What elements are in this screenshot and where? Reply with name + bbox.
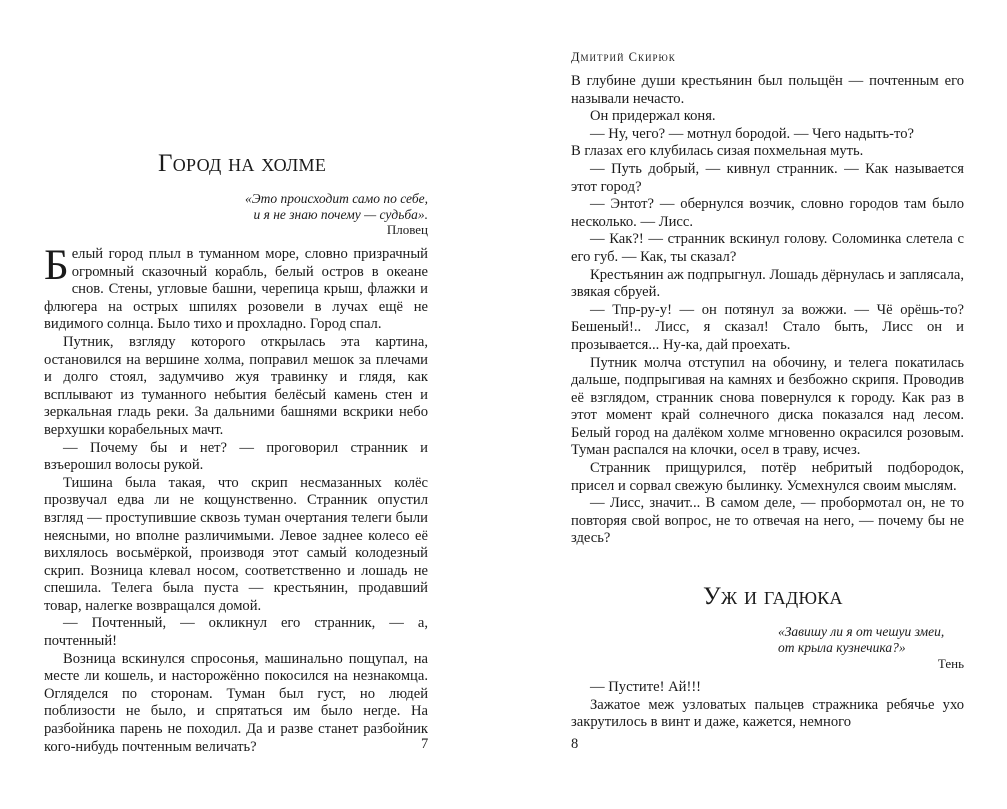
paragraph: Белый город плыл в туманном море, словно призрачный огромный сказочный корабль, белый остров в океане снов. Стены, угловые башни, черепица крыш, флажки и флюгера на острых шпилях розовели в лучах ещё не видимого солнца. Было тихо и прохладно. Город спал. [44, 242, 428, 333]
paragraph: — Пустите! Ай!!! [590, 679, 702, 695]
page-number: 7 [421, 736, 429, 752]
epigraph-line: «Это происходит само по себе, [244, 191, 428, 206]
page-number: 8 [571, 736, 579, 752]
paragraph: — Почтенный, — окликнул его странник, — а, почтенный! [44, 615, 428, 650]
chapter-title: Город на холме [158, 150, 327, 177]
paragraph: Он придержал коня. [590, 108, 716, 125]
chapter-title: Уж и гадюка [703, 583, 843, 610]
paragraph: — Как?! — странник вскинул голову. Соломинка слетела с его губ. — Как, ты сказал? [571, 231, 964, 265]
paragraph: — Ну, чего? — мотнул бородой. — Чего надыть-то? [590, 125, 914, 142]
paragraph: Крестьянин аж подпрыгнул. Лошадь дёрнулась и заплясала, звякая сбруей. [571, 266, 964, 301]
paragraph: Странник прищурился, потёр небритый подбородок, присел и сорвал свежую былинку. Усмехнулся своим мыслям. [571, 460, 964, 494]
paragraph: — Энтот? — обернулся возчик, словно городов там было несколько. — Лисс. [571, 196, 964, 230]
epigraph-author: Пловец [386, 222, 428, 237]
body-text [44, 242, 428, 756]
epigraph-line: «Завишу ли я от чешуи змеи, [778, 624, 945, 639]
paragraph: Путник молча отступил на обочину, и телега покатилась дальше, подпрыгивая на камнях и безбожно скрипя. Проводив её взглядом, странник снова повернулся к городу. Как раз в этот момент край солнечного диска показался над лесом. Белый город на далёком холме мгновенно окрасился розовым. Туман распался на клочки, осел в траву, исчез. [571, 354, 964, 459]
body-text [571, 73, 964, 548]
paragraph: Путник, взгляду которого открылась эта картина, остановился на вершине холма, поправил мешок за плечами и долго стоял, задумчиво жуя травинку и глядя, как всплывают из туманного небытия белёсый камень стен и зеркальная гладь реки. За дальними башнями вскрики небо верхушки корабельных мачт. [44, 333, 428, 438]
left-page [0, 0, 503, 809]
paragraph: — Лисс, значит... В самом деле, — пробормотал он, не то повторяя свой вопрос, не то отвечая на него, — почему бы не здесь? [571, 495, 964, 547]
running-head: Дмитрий Скирюк [571, 50, 676, 64]
body-text [571, 679, 964, 732]
epigraph-line: и я не знаю почему — судьба». [253, 206, 428, 222]
paragraph: — Тпр-ру-у! — он потянул за вожжи. — Чё орёшь-то? Бешеный!.. Лисс, я сказал! Стало быть, Лисс он и прозывается... Ну-ка, дай проехать. [571, 301, 964, 353]
paragraph: Возница вскинулся спросонья, машинально пощупал, на месте ли кошель, и насторожённо покосился на незнакомца. Огляделся по сторонам. Туман был густ, но людей поблизости не было, и спрятаться им было негде. На разбойника парень не походил. Да и разве станет разбойник кого-нибудь почтенным величать? [44, 650, 428, 755]
drop-cap: Б [44, 242, 69, 289]
paragraph: Зажатое меж узловатых пальцев стражника ребячье ухо закрутилось в винт и даже, кажется, немного [571, 696, 964, 731]
right-page [503, 0, 1007, 809]
epigraph [778, 624, 968, 655]
paragraph: — Путь добрый, — кивнул странник. — Как называется этот город? [571, 160, 964, 195]
paragraph: В глазах его клубилась сизая похмельная муть. [571, 143, 864, 160]
paragraph: В глубине души крестьянин был польщён — почтенным его называли нечасто. [571, 73, 964, 107]
epigraph-line: от крыла кузнечика?» [778, 639, 906, 655]
epigraph [168, 191, 428, 222]
paragraph: Тишина была такая, что скрип несмазанных колёс прозвучал едва ли не кощунственно. Странник опустил взгляд — проступившие сквозь туман очертания телеги были неясными, но вполне различимыми. Левое заднее колесо её вихлялось восьмёркой, производя этот самый колодезный скрип. Возница клевал носом, соответственно и лошадь не спешила. Телега была пуста — крестьянин, продавший товар, налегке возвращался домой. [44, 474, 428, 614]
paragraph: — Почему бы и нет? — проговорил странник и взъерошил волосы рукой. [44, 439, 428, 474]
epigraph-author: Тень [937, 656, 964, 671]
